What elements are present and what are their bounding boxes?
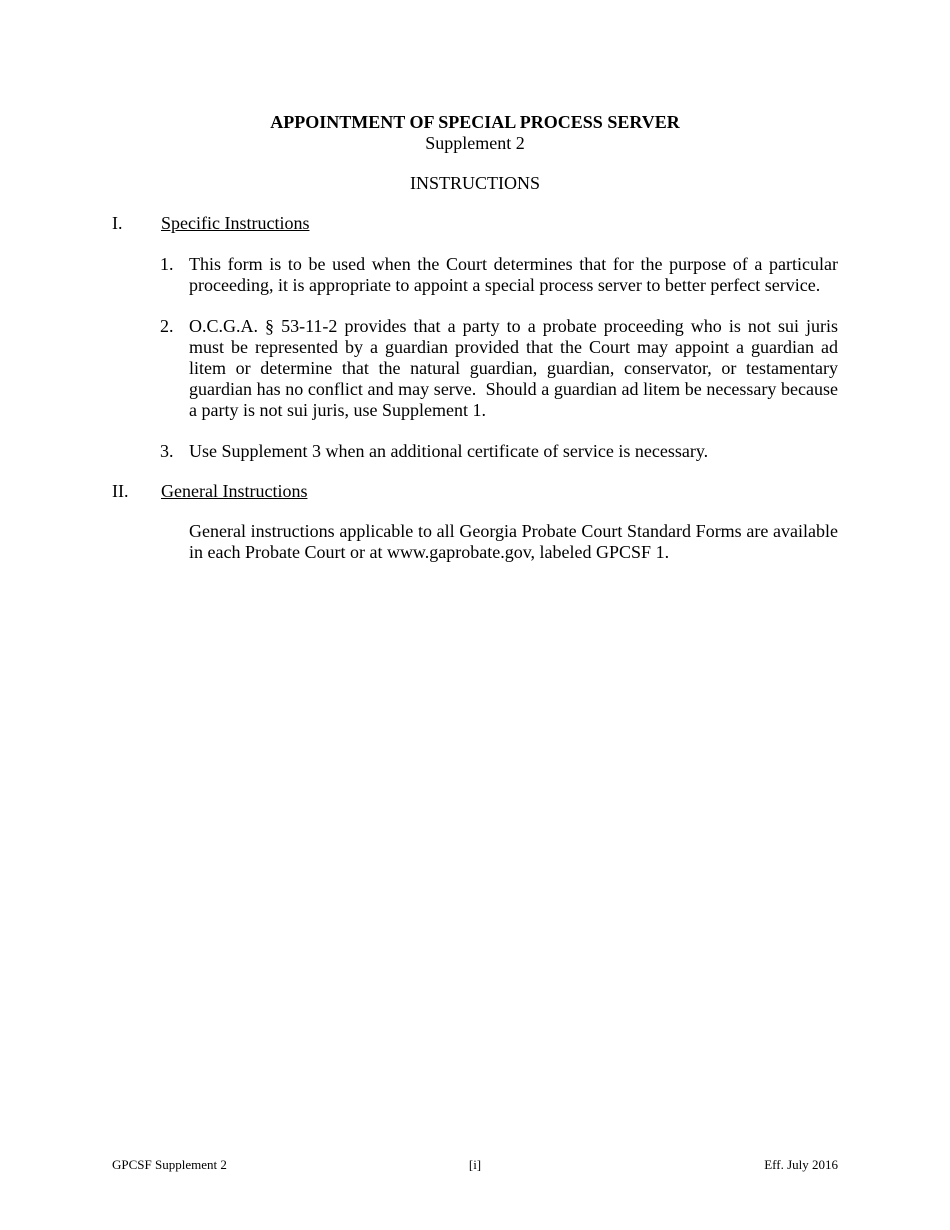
item-number: 3.	[160, 441, 174, 461]
item-text: Use Supplement 3 when an additional certificate of service is necessary.	[189, 441, 709, 461]
footer-form-id: GPCSF Supplement 2	[112, 1157, 227, 1172]
section-numeral: II.	[112, 481, 129, 501]
section-title: Specific Instructions	[161, 213, 310, 233]
item-text: O.C.G.A. § 53-11-2 provides that a party to a probate proceeding who is not sui juris must be represented by a guardian provided that the Court may appoint a guardian ad litem or determine that the natural guardian, guardian, conservator, or testamentary guardian has no conflict and may serve. Should a guardian ad litem be necessary because a party is not sui juris, use Supplement 1.	[189, 316, 843, 420]
document-subtitle: Supplement 2	[425, 133, 525, 153]
section-title: General Instructions	[161, 481, 308, 501]
section-numeral: I.	[112, 213, 123, 233]
item-number: 2.	[160, 316, 174, 336]
footer-effective-date: Eff. July 2016	[764, 1157, 838, 1172]
footer-page-number: [i]	[468, 1157, 482, 1172]
instructions-heading: INSTRUCTIONS	[409, 173, 540, 193]
item-text: This form is to be used when the Court determines that for the purpose of a particular proceeding, it is appropriate to appoint a special process server to better perfect service.	[189, 254, 843, 295]
document-title: APPOINTMENT OF SPECIAL PROCESS SERVER	[270, 112, 680, 132]
item-number: 1.	[160, 254, 174, 274]
general-instructions-paragraph: General instructions applicable to all Georgia Probate Court Standard Forms are available in each Probate Court or at www.gaprobate.gov, labeled GPCSF 1.	[189, 521, 838, 562]
